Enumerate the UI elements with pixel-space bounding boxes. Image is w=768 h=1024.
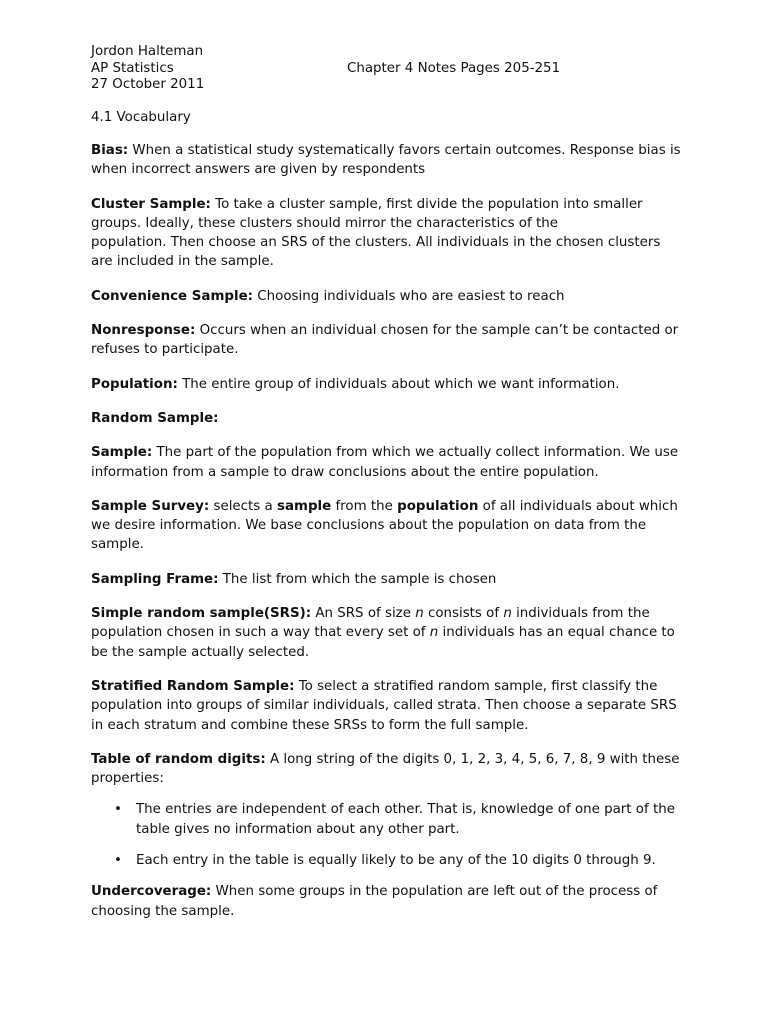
properties-list (91, 800, 682, 870)
bullet-icon: • (114, 802, 122, 818)
term-sample-survey (91, 497, 682, 555)
term-undercoverage (91, 882, 682, 921)
term-definition: Choosing individuals who are easiest to reach (253, 288, 565, 304)
list-item (114, 851, 682, 870)
term-definition: The entire group of individuals about which we want information. (177, 376, 620, 392)
term-label: Sampling Frame: (91, 571, 219, 587)
term-definition: The list from which the sample is chosen (218, 571, 497, 587)
term-label: Sample: (91, 445, 153, 461)
term-label: Table of random digits: (91, 751, 266, 767)
term-label: Undercoverage: (91, 884, 212, 900)
term-simple-random-sample (91, 604, 682, 662)
term-definition-part: An SRS of size (311, 606, 416, 622)
term-definition-part: from the (331, 498, 398, 514)
list-item-text: Each entry in the table is equally likely to be any of the 10 digits 0 through 9. (136, 853, 656, 869)
term-nonresponse (91, 321, 682, 360)
term-definition: When some groups in the population are left out of the process of choosing the sample. (91, 884, 658, 919)
term-definition-part: individuals from the population chosen in such a way that every set of (91, 606, 650, 641)
term-random-sample (91, 409, 682, 428)
author-name: Jordon Halteman (91, 44, 204, 59)
term-definition: To select a stratified random sample, first classify the population into groups of similar individuals, called strata. Then choose a separate SRS in each stratum and combine these SRSs to form the full sample. (91, 678, 677, 733)
list-item (114, 800, 682, 839)
term-definition: To take a cluster sample, first divide the population into smaller groups. Ideally, these clusters should mirror the characteristics of the (91, 196, 643, 231)
term-definition: The part of the population from which we actually collect information. We use information from a sample to draw conclusions about the entire population. (91, 445, 679, 480)
term-definition-continued: population. Then choose an SRS of the clusters. All individuals in the chosen clusters are included in the sample. (91, 235, 661, 270)
term-population (91, 375, 682, 394)
term-label: Simple random sample(SRS): (91, 606, 312, 622)
term-definition-part: individuals has an equal chance to be the sample actually selected. (91, 625, 675, 660)
term-label: Nonresponse: (91, 323, 196, 339)
bold-word-population: population (397, 498, 479, 514)
term-stratified-random-sample (91, 677, 682, 735)
term-label: Stratified Random Sample: (91, 678, 295, 694)
italic-n: n (415, 606, 424, 622)
term-definition: A long string of the digits 0, 1, 2, 3, 4, 5, 6, 7, 8, 9 with these properties: (91, 751, 680, 787)
term-sample (91, 443, 682, 482)
term-definition-part: of all individuals about which we desire information. We base conclusions about the population on data from the sample. (91, 498, 678, 553)
term-table-of-random-digits (91, 750, 682, 789)
chapter-title: Chapter 4 Notes Pages 205-251 (347, 60, 561, 76)
italic-n: n (503, 606, 512, 622)
term-label: Convenience Sample: (91, 288, 254, 304)
term-sampling-frame (91, 570, 682, 589)
list-item-text: The entries are independent of each other. That is, knowledge of one part of the table gives no information about any other part. (136, 802, 675, 837)
header-row (91, 61, 682, 78)
term-label: Population: (91, 376, 178, 392)
term-definition-part: selects a (209, 498, 277, 514)
italic-n: n (429, 625, 439, 641)
term-definition-part: consists of (423, 606, 504, 622)
term-definition: Occurs when an individual chosen for the sample can’t be contacted or refuses to participate. (91, 323, 679, 358)
term-definition: When a statistical study systematically favors certain outcomes. Response bias is when incorrect answers are given by respondents (91, 143, 681, 178)
term-label: Cluster Sample: (91, 196, 211, 212)
bold-word-sample: sample (276, 498, 332, 514)
term-bias (91, 141, 682, 180)
term-cluster-sample (91, 195, 682, 272)
document-date: 27 October 2011 (91, 77, 205, 92)
bullet-icon: • (114, 853, 122, 869)
term-label: Sample Survey: (91, 498, 210, 514)
term-label: Bias: (91, 143, 129, 158)
document-header (91, 44, 682, 94)
section-title: 4.1 Vocabulary (91, 109, 191, 125)
course-name: AP Statistics (91, 60, 174, 76)
term-label: Random Sample: (91, 410, 219, 426)
term-convenience-sample (91, 287, 682, 306)
